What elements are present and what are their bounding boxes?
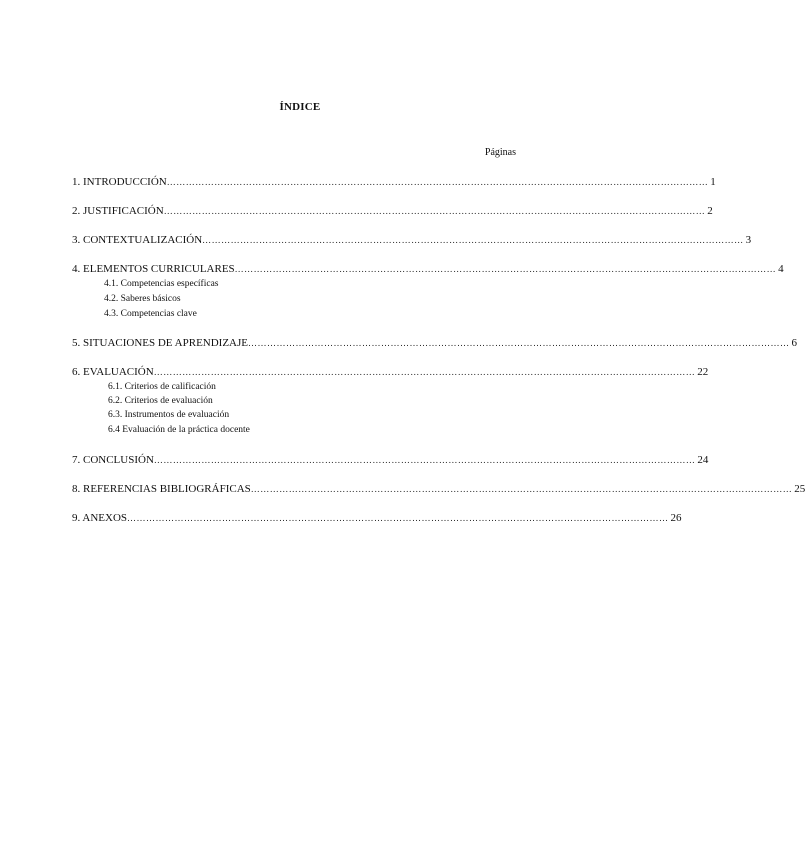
dot-leader: ……………………………………………………………………………………………………………………………………………………… — [202, 235, 744, 245]
toc-subentry[interactable]: 6.4 Evaluación de la práctica docente — [108, 425, 250, 435]
toc-entry-page: 3 — [745, 234, 752, 246]
toc-entry-page: 2 — [707, 205, 713, 217]
toc-entry-label: 2. JUSTIFICACIÓN — [72, 205, 164, 217]
toc-subentry[interactable]: 6.3. Instrumentos de evaluación — [108, 410, 230, 420]
toc-entry-referencias[interactable] — [72, 483, 805, 497]
toc-subentry[interactable]: 4.2. Saberes básicos — [104, 294, 181, 304]
toc-entry-contextualizacion[interactable] — [72, 234, 752, 248]
dot-leader: ……………………………………………………………………………………………………………………………………………………… — [127, 513, 669, 523]
toc-entry-label: 6. EVALUACIÓN — [72, 366, 154, 378]
toc-entry-label: 8. REFERENCIAS BIBLIOGRÁFICAS — [72, 483, 251, 495]
toc-entry-evaluacion[interactable] — [72, 366, 709, 380]
dot-leader: ……………………………………………………………………………………………………………………………………………………… — [166, 177, 709, 187]
toc-entry-introduccion[interactable] — [72, 176, 716, 190]
toc-entry-page: 6 — [791, 337, 797, 349]
toc-entry-label: 7. CONCLUSIÓN — [72, 454, 154, 466]
dot-leader: ……………………………………………………………………………………………………………………………………………………… — [153, 455, 696, 465]
toc-subentry[interactable]: 6.2. Criterios de evaluación — [108, 396, 213, 406]
toc-entry-situaciones-aprendizaje[interactable] — [72, 337, 797, 351]
dot-leader: ……………………………………………………………………………………………………………………………………………………… — [248, 338, 790, 348]
toc-entry-page: 26 — [670, 512, 682, 524]
toc-subentry[interactable]: 4.1. Competencias específicas — [104, 279, 219, 289]
toc-entry-elementos-curriculares[interactable] — [72, 263, 784, 277]
toc-entry-label: 3. CONTEXTUALIZACIÓN — [72, 234, 203, 246]
pages-column-label: Páginas — [484, 147, 516, 158]
toc-entry-conclusion[interactable] — [72, 454, 709, 468]
toc-subentry[interactable]: 6.1. Criterios de calificación — [108, 382, 216, 392]
toc-entry-page: 4 — [778, 263, 784, 275]
toc-entry-label: 1. INTRODUCCIÓN — [72, 176, 167, 188]
page-title: ÍNDICE — [279, 101, 321, 113]
toc-entry-label: 9. ANEXOS — [72, 512, 128, 524]
toc-entry-page: 24 — [697, 454, 709, 466]
dot-leader: ……………………………………………………………………………………………………………………………………………………… — [163, 206, 706, 216]
toc-entry-page: 25 — [794, 483, 805, 495]
dot-leader: ……………………………………………………………………………………………………………………………………………………… — [234, 264, 777, 274]
toc-entry-anexos[interactable] — [72, 512, 682, 526]
toc-entry-justificacion[interactable] — [72, 205, 713, 219]
toc-entry-page: 22 — [697, 366, 709, 378]
toc-entry-label: 4. ELEMENTOS CURRICULARES — [72, 263, 235, 275]
dot-leader: ……………………………………………………………………………………………………………………………………………………… — [250, 484, 793, 494]
dot-leader: ……………………………………………………………………………………………………………………………………………………… — [153, 367, 696, 377]
toc-entry-label: 5. SITUACIONES DE APRENDIZAJE — [72, 337, 248, 349]
toc-subentry[interactable]: 4.3. Competencias clave — [104, 309, 197, 319]
toc-entry-page: 1 — [710, 176, 716, 188]
